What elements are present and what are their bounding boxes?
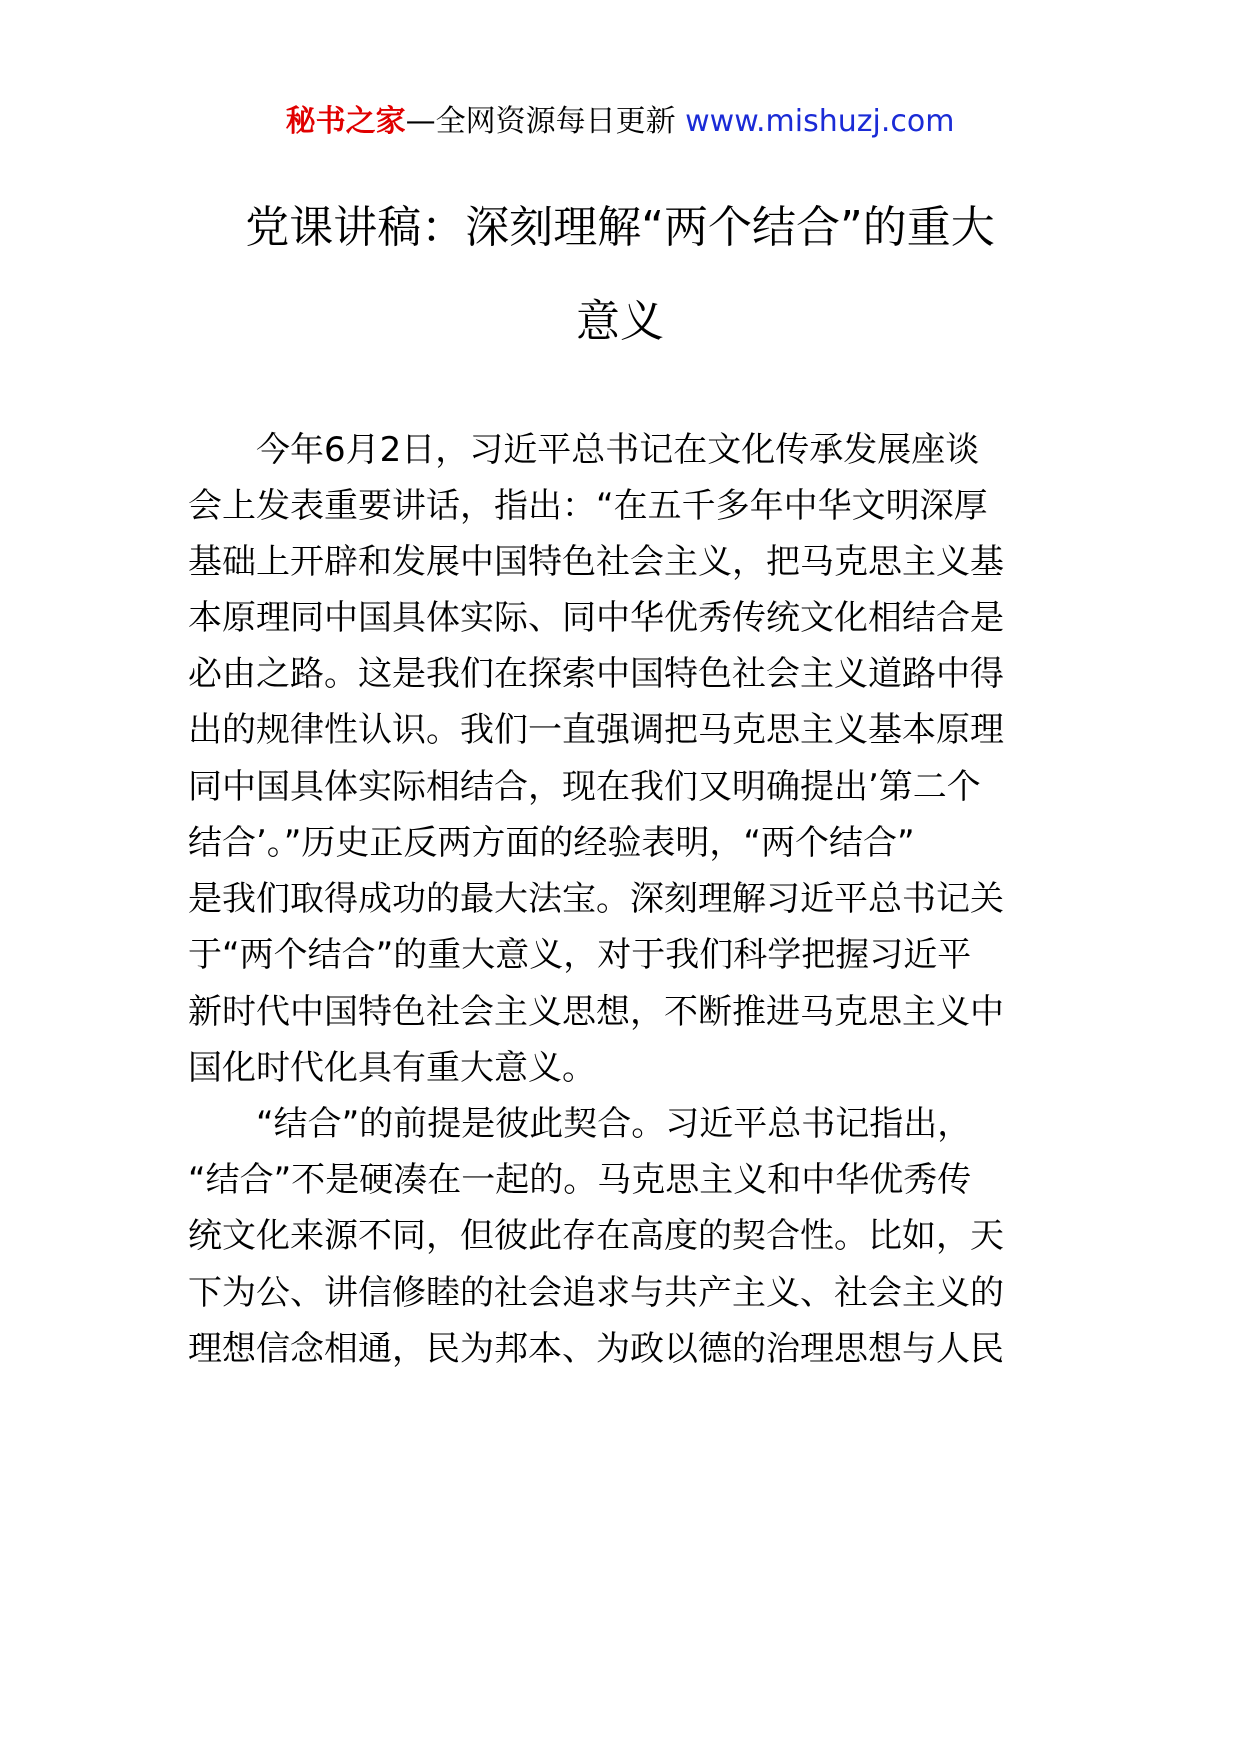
paragraph-line: 出的规律性认识。我们一直强调把马克思主义基本原理 (188, 710, 1004, 750)
paragraph-line: 会上发表重要讲话，指出：“在五千多年中华文明深厚 (188, 486, 988, 526)
site-header (0, 98, 1240, 146)
paragraph-line: 今年6月2日，习近平总书记在文化传承发展座谈 (256, 430, 980, 470)
paragraph-line: 是我们取得成功的最大法宝。深刻理解习近平总书记关 (188, 879, 1004, 919)
brand-name: 秘书之家 (285, 104, 406, 139)
document-title-line-1: 党课讲稿：深刻理解“两个结合”的重大 (245, 202, 995, 253)
paragraph-line: 于“两个结合”的重大意义，对于我们科学把握习近平 (188, 935, 972, 975)
paragraph-line: 下为公、讲信修睦的社会追求与共产主义、社会主义的 (188, 1273, 1004, 1313)
paragraph-line: 统文化来源不同，但彼此存在高度的契合性。比如，天 (188, 1216, 1004, 1256)
paragraph-line: 必由之路。这是我们在探索中国特色社会主义道路中得 (188, 654, 1004, 694)
paragraph-line: 同中国具体实际相结合，现在我们又明确提出’第二个 (188, 767, 981, 807)
paragraph-line: “结合”的前提是彼此契合。习近平总书记指出， (256, 1104, 972, 1144)
paragraph-line: “结合”不是硬凑在一起的。马克思主义和中华优秀传 (188, 1160, 972, 1200)
paragraph-line: 新时代中国特色社会主义思想，不断推进马克思主义中 (188, 992, 1004, 1032)
paragraph-line: 结合’。”历史正反两方面的经验表明，“两个结合” (188, 823, 915, 863)
document-title-line-2: 意义 (576, 296, 664, 347)
paragraph-line: 理想信念相通，民为邦本、为政以德的治理思想与人民 (188, 1329, 1004, 1369)
paragraph-line: 基础上开辟和发展中国特色社会主义，把马克思主义基 (188, 542, 1004, 582)
paragraph-line: 本原理同中国具体实际、同中华优秀传统文化相结合是 (188, 598, 1004, 638)
paragraph-line: 国化时代化具有重大意义。 (188, 1048, 596, 1088)
header-tagline: —全网资源每日更新 (405, 104, 686, 139)
site-url-link[interactable]: www.mishuzj.com (685, 104, 955, 139)
